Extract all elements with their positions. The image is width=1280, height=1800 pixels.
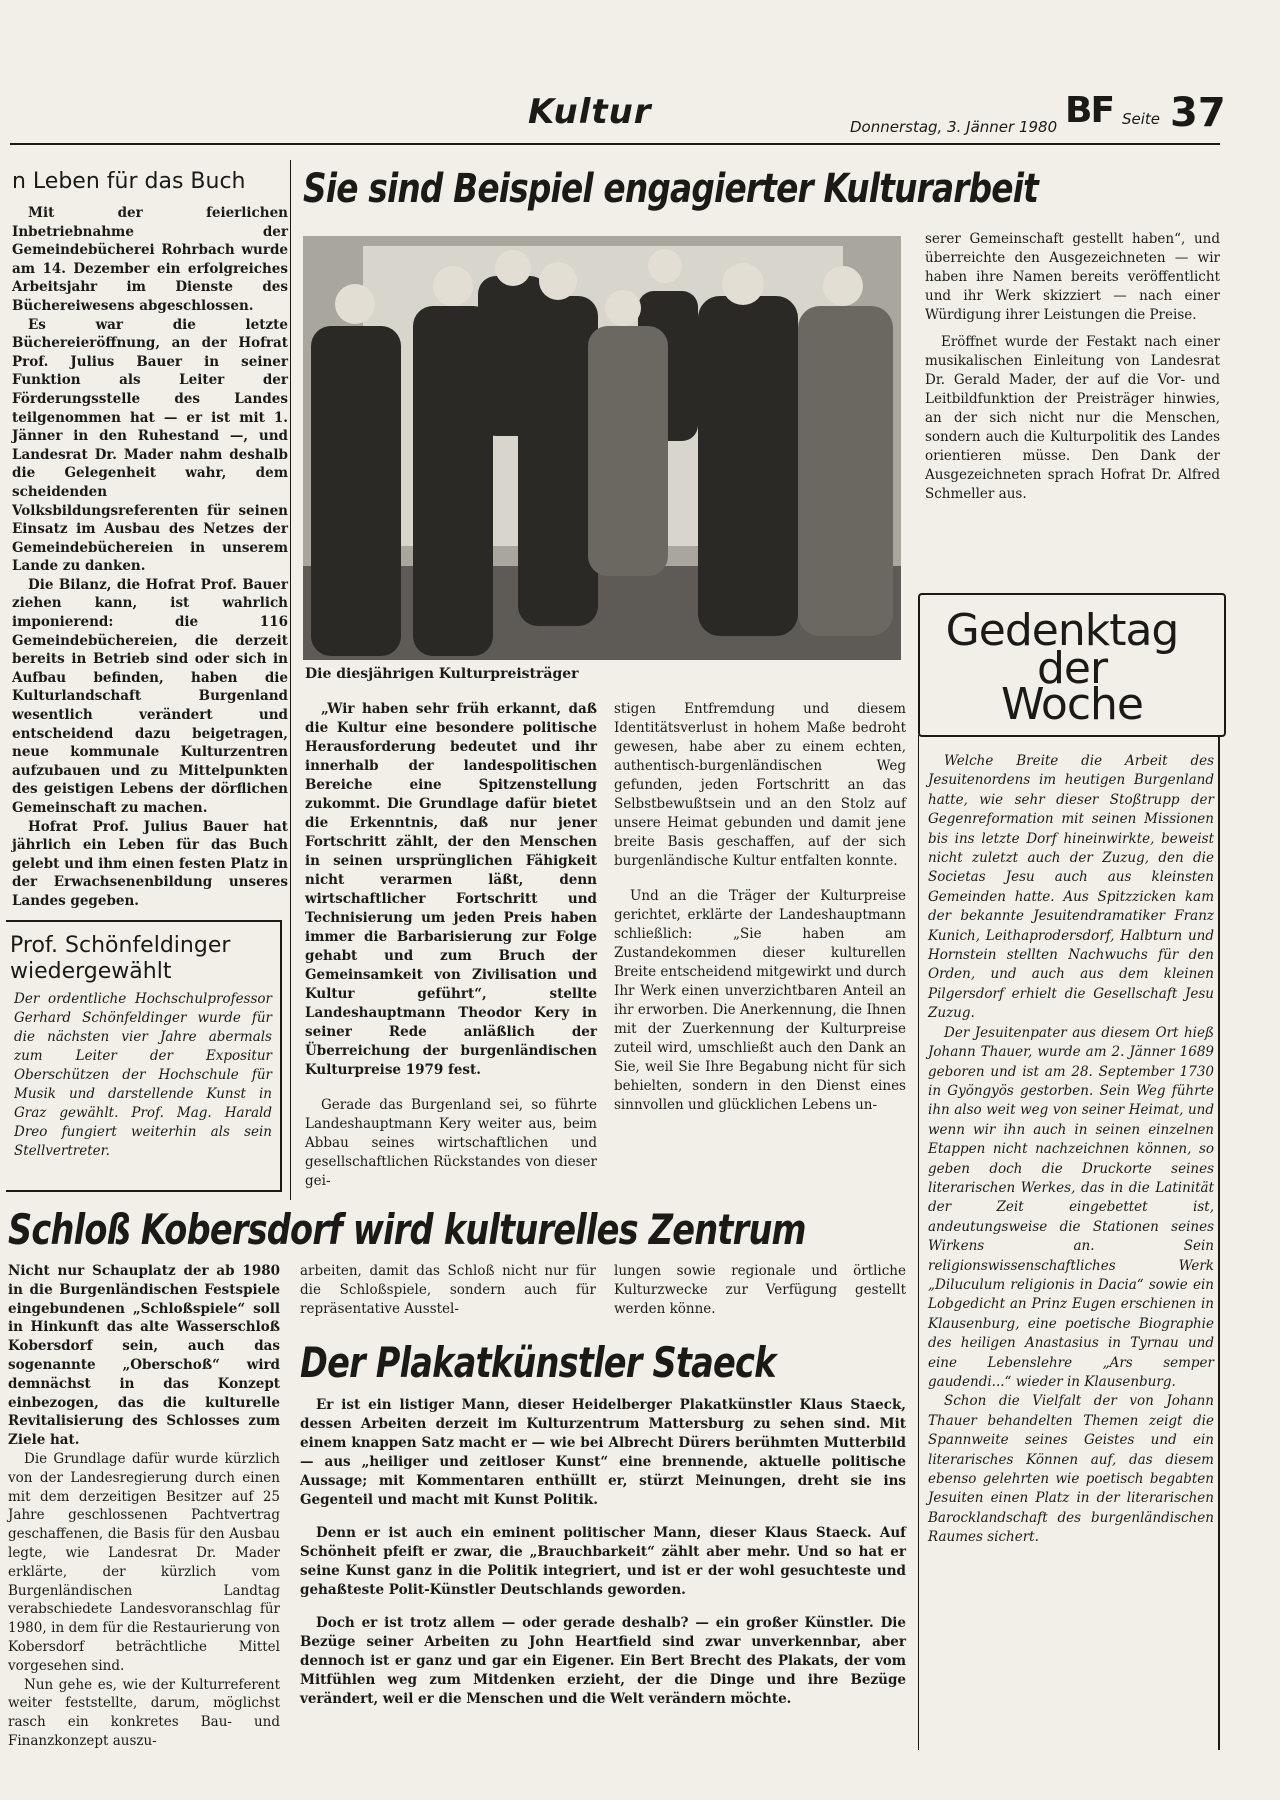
staeck-body [300,1396,906,1709]
kobersdorf-headline: Schloß Kobersdorf wird kulturelles Zentrum [8,1205,806,1254]
main-col3 [925,230,1220,504]
staeck-headline: Der Plakatkünstler Staeck [300,1338,776,1387]
paragraph: Denn er ist auch ein eminent politischer Mann, dieser Klaus Staeck. Auf Schönheit pfeift er zwar, die „Brauchbarkeit“ zählt aber mehr. Und so hat er seine Kunst ganz in die Politik integriert, und ist er der wohl gesuchteste und gehaßteste Polit-Künstler Deutschlands geworden. [300,1525,906,1598]
paragraph: Und an die Träger der Kulturpreise gerichtet, erklärte der Landeshauptmann schließlich: „Sie haben am Zustandekommen dieser kulturellen Breite entscheidend mitgewirkt und durch Ihr Werk einen unverzichtbaren Anteil an ihr erworben. Die Anerkennung, die Ihnen mit der Zuerkennung der Kulturpreise zuteil wird, umschließt auch den Dank an Sie, weil Sie Ihre Begabung nicht für sich behielten, sondern in den Dienst eines sinnvollen und glücklichen Lebens un- [614,888,907,1113]
box-text: Der ordentliche Hochschulprofessor Gerhard Schönfeldinger wurde für die nächsten vier Jahre abermals zum Leiter der Expositur Oberschützen der Hochschule für Musik und darstellende Kunst in Graz gewählt. Prof. Mag. Harald Dreo fungiert weiterhin als sein Stellvertreter. [14,991,272,1160]
paragraph: Nun gehe es, wie der Kulturreferent weiter feststellte, darum, möglichst rasch ein konkretes Bau- und Finanzkonzept auszu- [8,1676,280,1749]
paragraph: Er ist ein listiger Mann, dieser Heidelberger Plakatkünstler Klaus Staeck, dessen Arbeiten derzeit im Kulturzentrum Mattersburg zu sehen sind. Mit einem knappen Satz macht er — wie bei Albrecht Dürers berühmten Mutterbild — aus „heiliger und zeitloser Kunst“ eine brennende, aktuelle politische Aussage; mit Kommentaren enthüllt er, stürzt Meinungen, dreht sie ins Gegenteil und macht mit Kunst Politik. [300,1397,906,1508]
photo-illustration [303,236,901,660]
newspaper-logo: BF [1065,90,1114,131]
column-rule [290,160,291,1200]
kobersdorf-col2: arbeiten, damit das Schloß nicht nur für die Schloßspiele, sondern auch für repräsentative Ausstel- [300,1263,596,1317]
main-col1 [305,700,597,1191]
paragraph: Nicht nur Schauplatz der ab 1980 in die Burgenländischen Festspiele eingebundenen „Schloßspiele“ soll in Hinkunft das alte Wasserschloß Kobersdorf sein, auch das sogenannte „Oberschoß“ wird demnächst in das Konzept einbezogen, das die kulturelle Revitalisierung des Schlosses zum Ziele hat. [8,1263,280,1449]
main-col2 [614,700,906,1115]
gedenktag-rule-right [1218,735,1220,1750]
gedenktag-rule-left [918,735,919,1750]
schoenfeldinger-box [6,920,282,1192]
paragraph: serer Gemeinschaft gestellt haben“, und überreichte den Ausgezeichneten — wir haben ihre Namen bereits veröffentlicht und ihr Werk skizziert — nach einer Würdigung ihrer Leistungen die Preise. [925,231,1220,323]
paragraph: Es war die letzte Büchereieröffnung, an der Hofrat Prof. Julius Bauer in seiner Funktion als Leiter der Förderungsstelle des Landes teilgenommen hat — er ist mit 1. Jänner in den Ruhestand —, und Landesrat Dr. Mader nahm deshalb die Gelegenheit wahr, dem scheidenden Volksbildungsreferenten für seinen Einsatz im Ausbau des Netzes der Gemeindebüchereien in unserem Lande zu danken. [12,316,288,575]
paragraph: Hofrat Prof. Julius Bauer hat jährlich ein Leben für das Buch gelebt und ihm einen festen Platz in der Erwachsenenbildung unseres Landes gegeben. [12,818,288,909]
page-number: 37 [1170,90,1226,136]
paragraph: Gerade das Burgenland sei, so führte Landeshauptmann Kery weiter aus, beim Abbau seines wirtschaftlichen und gesellschaftlichen Rückstandes von dieser gei- [305,1097,597,1189]
main-headline: Sie sind Beispiel engagierter Kulturarbeit [303,166,1039,212]
photo-caption: Die diesjährigen Kulturpreisträger [305,666,579,682]
box-title-line2: wiedergewählt [10,959,172,985]
paragraph: Der Jesuitenpater aus diesem Ort hieß Johann Thauer, wurde am 2. Jänner 1689 geboren und ist am 28. September 1730 in Gyöngyös gestorben. Sein Weg führte ihn also weit weg von seiner Heimat, und wenn wir ihn auch in seinen einzelnen Etappen nicht nachzeichnen können, so geben doch die Druckorte seines literarischen Werkes, das in die Latinität der Zeit eingebettet ist, andeutungsweise die Stationen seines Wirkens an. Sein religionswissenschaftliches Werk „Diluculum religionis in Dacia“ sowie ein Lobgedicht an Prinz Eugen erschienen in Klausenburg, eine poetische Biographie des heiligen Anastasius in Tyrnau und eine Lebenslehre „Ars semper gaudendi...“ wieder in Klausenburg. [928,1024,1214,1390]
gedenktag-line1: Gedenktag [945,605,1179,656]
paragraph: Die Grundlage dafür wurde kürzlich von der Landesregierung durch einen mit dem derzeitigen Besitzer auf 25 Jahre geschlossenen Pachtvertrag geschaffenen, die Basis für den Ausbau legte, wie Landesrat Dr. Mader erklärte, der kürzlich vom Burgenländischen Landtag verabschiedete Landesvoranschlag für 1980, in dem für die Restaurierung von Kobersdorf beträchtliche Mittel vorgesehen sind. [8,1450,280,1674]
box-title-line1: Prof. Schönfeldinger [10,933,231,958]
paragraph: stigen Entfremdung und diesem Identitätsverlust in hohem Maße bedroht gewesen, habe aber zu einem echten, authentisch-burgenländischen Weg gefunden, jeden Fortschritt an das Selbstbewußtsein und an den Stolz auf unsere Heimat gebunden und damit jene breite Basis geschaffen, auf der sich burgenländische Kultur entfalten konnte. [614,701,906,869]
paragraph: Mit der feierlichen Inbetriebnahme der Gemeindebücherei Rohrbach wurde am 14. Dezember ein erfolgreiches Arbeitsjahr im Dienste des Büchereiwesens abgeschlossen. [12,205,288,314]
gedenktag-line3: Woche [1001,679,1143,730]
paragraph: Welche Breite die Arbeit des Jesuitenordens im heutigen Burgenland hatte, wie sehr dieser Stoßtrupp der Gegenreformation mit seinen Missionen bis ins letzte Dorf hineinwirkte, beweist nicht zuletzt auch der Zuzug, den die Societas Jesu auch aus kleinsten Gemeinden hatte. Aus Spitzzicken kam der bekannte Jesuitendramatiker Franz Kunich, Leithaprodersdorf, Halbturn und Hornstein stellten Nachwuchs für den Orden, und auch aus dem kleinen Pilgersdorf erhielt die Gesellschaft Jesu Zuzug. [928,753,1214,1022]
kobersdorf-col1 [8,1262,280,1751]
section-title: Kultur [528,92,652,132]
paragraph: Eröffnet wurde der Festakt nach einer musikalischen Einleitung von Landesrat Dr. Gerald Mader, der auf die Vor- und Leitbildfunktion der Preisträger hinwies, an der sich nicht nur die Menschen, sondern auch die Kulturpolitik des Landes orientieren müsse. Den Dank der Ausgezeichneten sprach Hofrat Dr. Alfred Schmeller aus. [925,334,1220,502]
award-winners-photo [303,236,901,660]
paragraph: Schon die Vielfalt der von Johann Thauer behandelten Themen zeigt die Spannweite seines Geistes und ein literarisches Können auf, das diesem ebenso gelehrten wie poetisch begabten Jesuiten einen Platz in der literarischen Barocklandschaft des burgenländischen Raumes sichert. [928,1393,1214,1546]
gedenktag-body [928,752,1214,1548]
paragraph: „Wir haben sehr früh erkannt, daß die Kultur eine besondere politische Herausforderung bedeutet und ihr innerhalb der landespolitischen Bereiche eine Spitzenstellung zukommt. Die Grundlage dafür bietet die Erkenntnis, daß nur jener Fortschritt zählt, der den Menschen in seinen ursprünglichen Fähigkeit nicht verarmen läßt, denn wirtschaftlicher Fortschritt und Technisierung um jeden Preis haben immer die Barbarisierung zur Folge gehabt und zum Bruch der Gemeinsamkeit von Zivilisation und Kultur geführt“, stellte Landeshauptmann Theodor Kery in seiner Rede anläßlich der Überreichung der burgenländischen Kulturpreise 1979 fest. [305,701,597,1078]
paragraph: Die Bilanz, die Hofrat Prof. Bauer ziehen kann, ist wahrlich imponierend: die 116 Gemeindebüchereien, die derzeit bereits in Betrieb sind oder sich in Aufbau befinden, haben die Kulturlandschaft Burgenland wesentlich verändert und entscheidend dazu beigetragen, neue kommunale Kulturzentren aufzubauen und zu Mittelpunkten des geistigen Lebens der dörflichen Gemeinschaft zu machen. [12,576,288,816]
left-article-body [12,204,288,911]
issue-date: Donnerstag, 3. Jänner 1980 [850,118,1058,136]
kobersdorf-col3: lungen sowie regionale und örtliche Kulturzwecke zur Verfügung gestellt werden könne. [614,1263,906,1317]
gedenktag-title-box [918,593,1226,737]
page-label: Seite [1122,110,1161,128]
gedenktag-line2: der [1036,643,1108,694]
left-article-title: n Leben für das Buch [12,169,246,194]
header-rule [10,143,1220,145]
paragraph: Doch er ist trotz allem — oder gerade deshalb? — ein großer Künstler. Die Bezüge seiner Arbeiten zu John Heartfield sind zwar unverkennbar, aber dennoch ist er ganz und gar ein Eigener. Ein Bert Brecht des Plakats, der vom Mitfühlen weg zum Mitdenken erzieht, der die Dinge und ihre Bezüge verändert, weil er die Menschen und die Welt verändern möchte. [300,1615,906,1707]
